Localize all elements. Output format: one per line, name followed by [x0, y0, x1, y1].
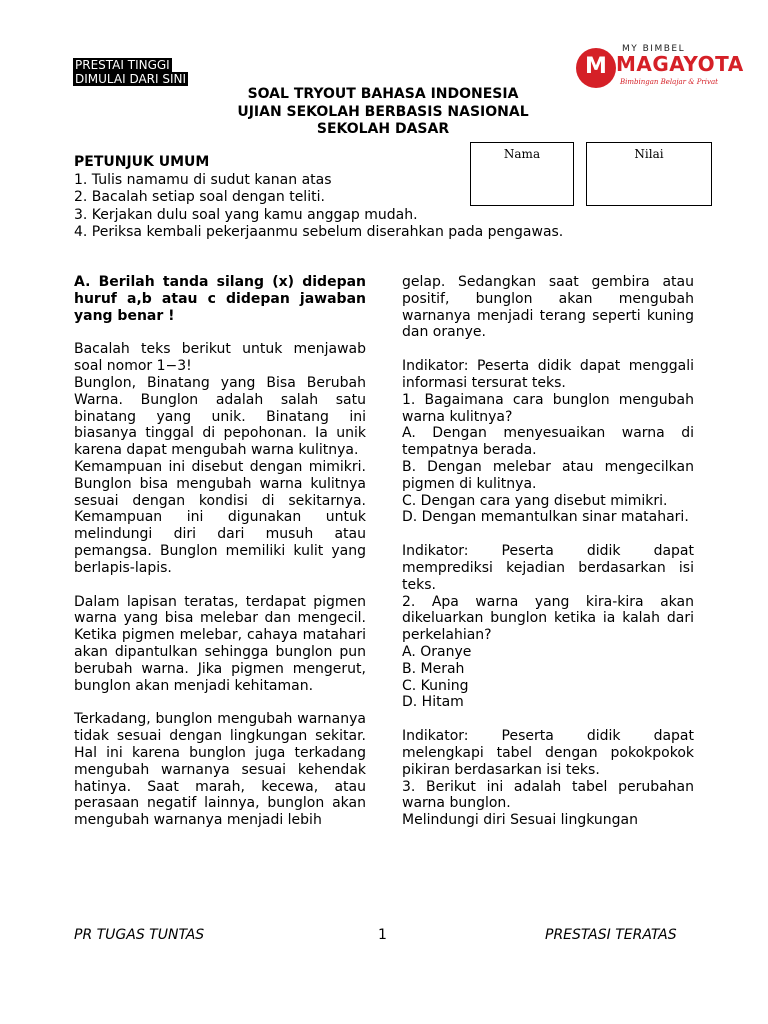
left-column — [74, 274, 366, 829]
logo-name: MAGAYOTA — [616, 52, 744, 76]
title-line1: SOAL TRYOUT BAHASA INDONESIA — [247, 86, 519, 102]
indicator-1: Indikator: Peserta didik dapat menggali informasi tersurat teks. — [402, 358, 694, 391]
indicator-3: Indikator: Peserta didik dapat melengkapi tabel dengan pokokpokok pikiran berdasarkan isi teks. — [402, 728, 694, 778]
option-1b[interactable]: B. Dengan melebar atau mengecilkan pigmen di kulitnya. — [402, 458, 694, 492]
tagline-line2: DIMULAI DARI SINI — [75, 72, 187, 86]
option-1c[interactable]: C. Dengan cara yang disebut mimikri. — [402, 492, 668, 509]
indicator-2: Indikator: Peserta didik dapat memprediksi kejadian berdasarkan isi teks. — [402, 543, 694, 593]
reading-paragraph: Kemampuan ini disebut dengan mimikri. Bunglon bisa mengubah warna kulitnya sesuai dengan kondisi di sekitarnya. Kemampuan ini digunakan untuk melindungi diri dari musuh atau pemangsa. Bunglon memiliki kulit yang berlapis-lapis. — [74, 458, 366, 576]
instruction-item: 3. Kerjakan dulu soal yang kamu anggap mudah. — [74, 206, 418, 223]
right-column — [402, 274, 694, 829]
option-2b[interactable]: B. Merah — [402, 660, 465, 677]
score-box-label: Nilai — [634, 147, 664, 161]
logo-emblem-icon — [576, 48, 616, 88]
footer-left-text: PR TUGAS TUNTAS — [74, 927, 205, 943]
table-row-text: Melindungi diri Sesuai lingkungan — [402, 812, 638, 829]
instruction-item: 4. Periksa kembali pekerjaanmu sebelum diserahkan pada pengawas. — [74, 224, 564, 240]
title-line3: SEKOLAH DASAR — [316, 121, 450, 137]
instruction-item: 1. Tulis namamu di sudut kanan atas — [74, 171, 332, 188]
logo-subtitle: Bimbingan Belajar & Privat — [620, 78, 718, 86]
title-line2: UJIAN SEKOLAH BERBASIS NASIONAL — [237, 103, 529, 120]
footer-right-text: PRESTASI TERATAS — [545, 927, 677, 943]
option-2a[interactable]: A. Oranye — [402, 643, 472, 660]
page-number: 1 — [378, 927, 387, 943]
question-2: 2. Apa warna yang kira-kira akan dikeluarkan bunglon ketika ia kalah dari perkelahian? — [402, 593, 694, 644]
option-2c[interactable]: C. Kuning — [402, 677, 469, 694]
reading-paragraph: gelap. Sedangkan saat gembira atau positif, bunglon akan mengubah warnanya menjadi terang seperti kuning dan oranye. — [402, 274, 694, 341]
instructions-heading: PETUNJUK UMUM — [74, 154, 210, 170]
tagline — [73, 58, 188, 86]
document-title — [150, 86, 616, 139]
option-2d[interactable]: D. Hitam — [402, 694, 464, 711]
reading-paragraph: Terkadang, bunglon mengubah warnanya tidak sesuai dengan lingkungan sekitar. Hal ini karena bunglon juga terkadang mengubah warnanya sesuai kehendak hatinya. Saat marah, kecewa, atau perasaan negatif lainnya, bunglon akan mengubah warnanya menjadi lebih — [74, 711, 366, 829]
section-a-heading: A. Berilah tanda silang (x) didepan huruf a,b atau c didepan jawaban yang benar ! — [74, 274, 366, 324]
tagline-line1: PRESTAI TINGGI — [75, 58, 170, 72]
instruction-item: 2. Bacalah setiap soal dengan teliti. — [74, 189, 325, 205]
logo-top-text: MY BIMBEL — [622, 44, 686, 54]
magayota-logo — [574, 44, 744, 90]
option-1a[interactable]: A. Dengan menyesuaikan warna di tempatnya berada. — [402, 425, 694, 459]
name-box-label: Nama — [503, 147, 541, 161]
reading-paragraph: Dalam lapisan teratas, terdapat pigmen warna yang bisa melebar dan mengecil. Ketika pigmen melebar, cahaya matahari akan dipantulkan sehingga bunglon pun berubah warna. Jika pigmen mengerut, bunglon akan menjadi kehitaman. — [74, 593, 366, 694]
option-1d[interactable]: D. Dengan memantulkan sinar matahari. — [402, 509, 689, 526]
reading-intro: Bacalah teks berikut untuk menjawab soal nomor 1−3! — [74, 341, 366, 375]
question-3: 3. Berikut ini adalah tabel perubahan warna bunglon. — [402, 778, 694, 812]
general-instructions — [74, 154, 674, 242]
question-1: 1. Bagaimana cara bunglon mengubah warna kulitnya? — [402, 391, 694, 425]
reading-paragraph: Bunglon, Binatang yang Bisa Berubah Warna. Bunglon adalah salah satu binatang yang unik. Binatang ini biasanya tinggal di pepohonan. Ia unik karena dapat mengubah warna kulitnya. — [74, 374, 366, 459]
